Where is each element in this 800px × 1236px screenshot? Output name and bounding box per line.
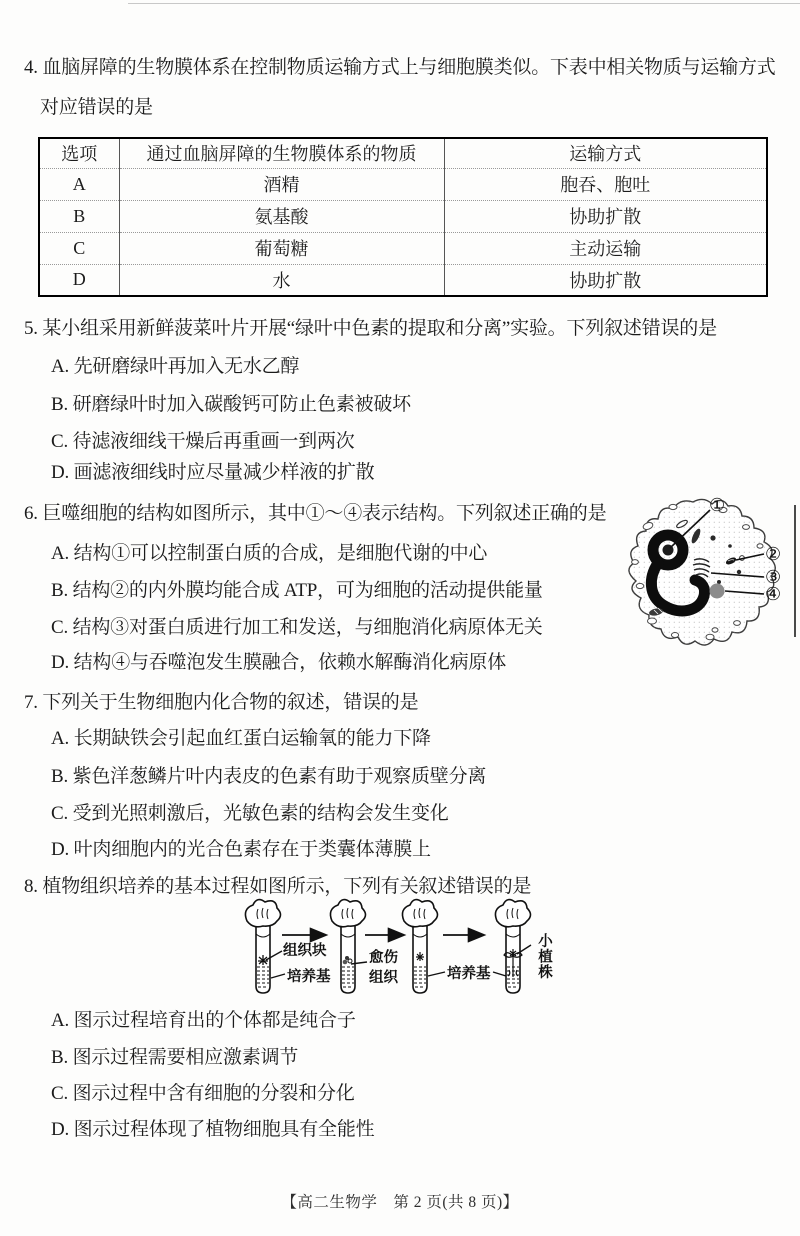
q6-figure-label-2: ② xyxy=(765,544,782,564)
q5-option-b: B. 研磨绿叶时加入碳酸钙可防止色素被破坏 xyxy=(51,394,411,415)
table-cell: 水 xyxy=(119,264,444,296)
q6-option-c: C. 结构③对蛋白质进行加工和发送，与细胞消化病原体无关 xyxy=(51,617,543,638)
table-row xyxy=(39,264,767,296)
table-header-cell: 运输方式 xyxy=(444,138,767,168)
q8-option-a: A. 图示过程培育出的个体都是纯合子 xyxy=(51,1010,356,1031)
q6-stem: 6. 巨噬细胞的结构如图所示，其中①～④表示结构。下列叙述正确的是 xyxy=(24,503,607,524)
table-cell: 氨基酸 xyxy=(119,200,444,232)
table-cell: 胞吞、胞吐 xyxy=(444,168,767,200)
q7-option-c: C. 受到光照刺激后，光敏色素的结构会发生变化 xyxy=(51,803,449,824)
q7-option-d: D. 叶肉细胞内的光合色素存在于类囊体薄膜上 xyxy=(51,839,431,860)
test-tube-3 xyxy=(402,900,437,993)
test-tube-2 xyxy=(330,900,365,993)
q7-option-b: B. 紫色洋葱鳞片叶内表皮的色素有助于观察质壁分离 xyxy=(51,766,487,787)
test-tube-4 xyxy=(495,900,530,993)
table-cell: 葡萄糖 xyxy=(119,232,444,264)
table-cell: A xyxy=(39,168,119,200)
q8-option-d: D. 图示过程体现了植物细胞具有全能性 xyxy=(51,1119,375,1140)
q6-figure-label-1: ① xyxy=(709,495,726,515)
q6-figure-label-3: ③ xyxy=(765,567,782,587)
q6-option-b: B. 结构②的内外膜均能合成 ATP，可为细胞的活动提供能量 xyxy=(51,580,543,601)
table-cell: 主动运输 xyxy=(444,232,767,264)
table-header-cell: 选项 xyxy=(61,144,98,165)
q7-stem: 7. 下列关于生物细胞内化合物的叙述，错误的是 xyxy=(24,692,419,713)
q5-option-c: C. 待滤液细线干燥后再重画一到两次 xyxy=(51,431,355,452)
page-footer: 【高二生物学 第 2 页(共 8 页)】 xyxy=(281,1194,519,1211)
table-row xyxy=(39,200,767,232)
table-cell: 协助扩散 xyxy=(444,200,767,232)
callus-label: 愈伤组织 xyxy=(369,950,398,986)
q6-option-d: D. 结构④与吞噬泡发生膜融合，依赖水解酶消化病原体 xyxy=(51,652,507,673)
table-row xyxy=(39,232,767,264)
macrophage-cell-figure xyxy=(618,486,798,646)
scan-edge-artifact xyxy=(794,505,796,637)
table-cell: D xyxy=(39,264,119,296)
table-header-row xyxy=(39,138,767,168)
q5-option-d: D. 画滤液细线时应尽量减少样液的扩散 xyxy=(51,462,375,483)
q5-option-a: A. 先研磨绿叶再加入无水乙醇 xyxy=(51,356,300,377)
q4-stem-line1: 4. 血脑屏障的生物膜体系在控制物质运输方式上与细胞膜类似。下表中相关物质与运输方式 xyxy=(24,57,776,78)
tissue-block-label: 组织块 xyxy=(283,943,327,959)
page-top-rule xyxy=(128,3,800,4)
medium-label-2: 培养基 xyxy=(447,966,491,982)
table-cell: B xyxy=(39,200,119,232)
q4-table xyxy=(38,137,768,297)
table-cell: C xyxy=(39,232,119,264)
lysosome xyxy=(710,584,725,599)
q6-figure-label-4: ④ xyxy=(765,584,782,604)
q8-option-b: B. 图示过程需要相应激素调节 xyxy=(51,1047,299,1068)
table-row xyxy=(39,168,767,200)
plantlet-label: 小植株 xyxy=(536,933,552,980)
q4-stem-line2: 对应错误的是 xyxy=(40,97,153,118)
medium-label-1: 培养基 xyxy=(287,969,331,985)
table-cell: 协助扩散 xyxy=(444,264,767,296)
test-tube-1 xyxy=(245,900,280,993)
q7-option-a: A. 长期缺铁会引起血红蛋白运输氧的能力下降 xyxy=(51,728,431,749)
q8-option-c: C. 图示过程中含有细胞的分裂和分化 xyxy=(51,1083,355,1104)
q8-stem: 8. 植物组织培养的基本过程如图所示，下列有关叙述错误的是 xyxy=(24,876,532,897)
table-cell: 酒精 xyxy=(119,168,444,200)
table-header-cell: 通过血脑屏障的生物膜体系的物质 xyxy=(119,138,444,168)
tissue-culture-figure xyxy=(225,898,585,1002)
q5-stem: 5. 某小组采用新鲜菠菜叶片开展“绿叶中色素的提取和分离”实验。下列叙述错误的是 xyxy=(24,318,717,339)
q6-option-a: A. 结构①可以控制蛋白质的合成，是细胞代谢的中心 xyxy=(51,543,488,564)
